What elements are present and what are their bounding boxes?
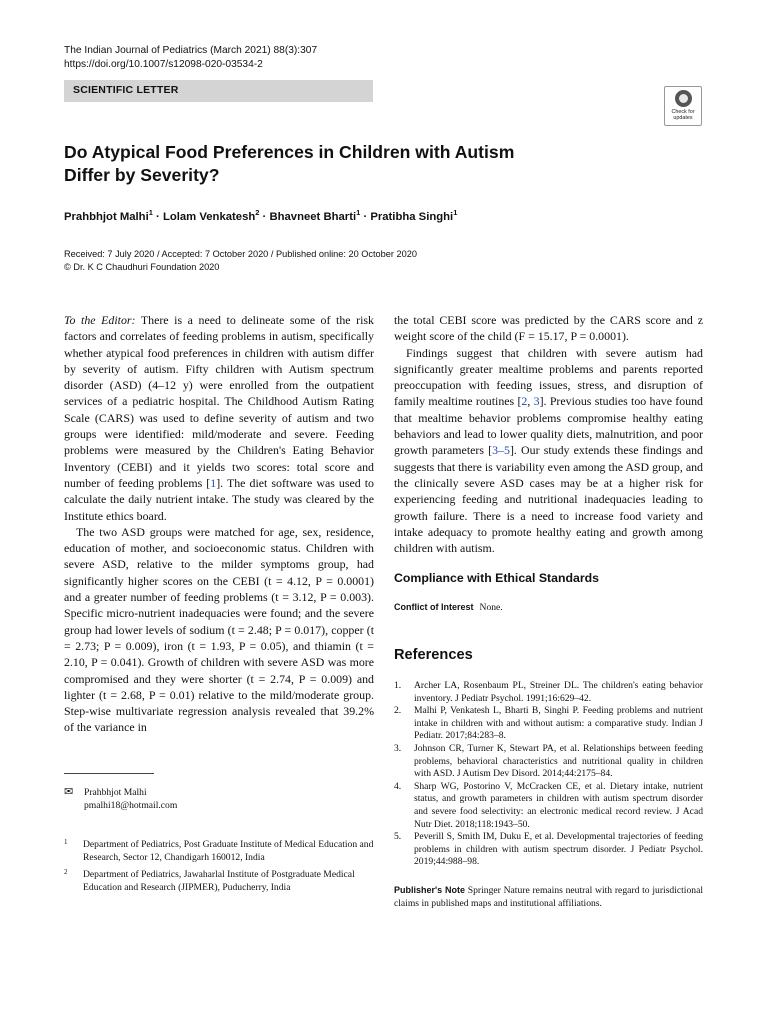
compliance-heading: Compliance with Ethical Standards bbox=[394, 571, 599, 585]
conflict-of-interest bbox=[394, 601, 503, 614]
references-heading: References bbox=[394, 647, 473, 663]
footnote-divider bbox=[64, 773, 154, 774]
author-name[interactable]: Lolam Venkatesh bbox=[162, 210, 256, 223]
author-separator: · bbox=[360, 210, 371, 223]
body-left-column bbox=[64, 312, 374, 736]
envelope-icon: ✉ bbox=[64, 786, 74, 798]
body-paragraph: To the Editor: There is a need to delineate some of the risk factors and correlates of feeding problems in autism, specifically whether atypical food preferences in children with autism differ by severity of autism. Fifty children with Autism spectrum disorder (ASD) (4–12 y) were enrolled from the outpatient services of a pediatric hospital. The Childhood Autism Rating Scale (CARS) was used to define severity of autism and two groups were identified: mild/moderate and severe. Feeding problems were measured by the Children's Eating Behavior Inventory (CEBI) and it yields two scores: total score and number of feeding problems [1]. The diet software was used to calculate the daily nutrient intake. The study was cleared by the Institute ethics board. bbox=[64, 313, 374, 523]
author-affiliation-marker: 1 bbox=[148, 208, 153, 217]
check-updates-icon bbox=[675, 90, 692, 107]
history-dates: Received: 7 July 2020 / Accepted: 7 October 2020 / Published online: 20 October 2020 bbox=[64, 249, 417, 259]
reference-item[interactable]: 2. Malhi P, Venkatesh L, Bharti B, Singhi P. Feeding problems and nutrient intake in children with and without autism: a comparative study. Indian J Pediatr. 2017;84:283–8. bbox=[394, 705, 703, 742]
body-right-column bbox=[394, 312, 703, 556]
body-paragraph: The two ASD groups were matched for age, sex, residence, education of mother, and socioeconomic status. Children with severe ASD, relative to the milder symptoms group, had significantly higher scores on the CEBI (t = 4.12, P = 0.0001) and a greater number of feeding problems (t = 3.12, P = 0.003). Specific micro-nutrient inadequacies were found; and the severe group had lower levels of sodium (t = 2.48; P = 0.017), copper (t = 2.73; P = 0.009), iron (t = 1.93, P = 0.05), and thiamin (t = 2.10, P = 0.041). Growth of children with severe ASD was more compromised and they were shorter (t = 2.74, P = 0.009) and lighter (t = 2.68, P = 0.01) relative to the mild/moderate group. Step-wise multivariate regression analysis revealed that 39.2% of the variance in bbox=[64, 524, 374, 735]
publisher-note-text: Springer Nature remains neutral with regard to jurisdictional claims in published maps and institutional affiliations. bbox=[394, 885, 703, 909]
coi-text: None. bbox=[479, 602, 503, 613]
reference-item[interactable]: 1. Archer LA, Rosenbaum PL, Streiner DL. The children's eating behavior inventory. J Pediatr Psychol. 1991;16:629–42. bbox=[394, 680, 703, 704]
reference-item[interactable]: 3. Johnson CR, Turner K, Stewart PA, et al. Relationships between feeding problems, behavioral characteristics and nutritional quality in children with ASD. J Autism Dev Disord. 2014;44:2175–84. bbox=[394, 742, 703, 780]
corresponding-author-name: Prahbhjot Malhi bbox=[84, 787, 147, 798]
body-paragraph: Findings suggest that children with severe autism had significantly greater mealtime problems and parents reported preoccupation with feeding issues, stress, and disruption of family mealtime routines [2, 3]. Previous studies too have found that mealtime behavior problems compromise healthy eating behaviors and lead to lower quality diets, malnutrition, and poor growth parameters [3–5]. Our study extends these findings and suggests that there is variability even among the ASD group, and the clinically severe ASD cases may be at a higher risk for experiencing feeding and nutritional inadequacies leading to growth failure. There is a need to increase food variety and intake adequacy to promote healthy eating and growth among children with autism. bbox=[394, 345, 703, 556]
article-type-label: SCIENTIFIC LETTER bbox=[73, 84, 179, 96]
author-affiliation-marker: 2 bbox=[255, 208, 260, 217]
affiliation-number: 1 bbox=[64, 838, 68, 846]
publisher-note-label: Publisher's Note bbox=[394, 885, 466, 895]
author-affiliation-marker: 1 bbox=[356, 208, 361, 217]
reference-list bbox=[394, 680, 703, 869]
author-name[interactable]: Pratibha Singhi bbox=[370, 210, 454, 223]
citation-link[interactable]: 1 bbox=[210, 475, 217, 490]
affiliation-text: Department of Pediatrics, Post Graduate Institute of Medical Education and Research, Sector 12, Chandigarh 160012, India bbox=[83, 839, 374, 863]
correspondence-block bbox=[64, 786, 177, 812]
publication-dates bbox=[64, 248, 417, 274]
article-type-banner bbox=[64, 80, 373, 102]
reference-item[interactable]: 5. Peverill S, Smith IM, Duku E, et al. Developmental trajectories of feeding problems in children with autism spectrum disorder. J Pediatr Psychol. 2019;44:988–98. bbox=[394, 831, 703, 868]
corresponding-author-email[interactable]: pmalhi18@hotmail.com bbox=[84, 800, 178, 811]
affiliation-text: Department of Pediatrics, Jawaharlal Institute of Postgraduate Medical Education and Research (JIPMER), Puducherry, India bbox=[83, 869, 355, 893]
affiliation-item bbox=[64, 868, 374, 894]
check-for-updates-badge[interactable] bbox=[664, 86, 702, 126]
author-separator: · bbox=[259, 210, 270, 223]
publisher-note bbox=[394, 884, 703, 910]
doi-link[interactable]: https://doi.org/10.1007/s12098-020-03534-2 bbox=[64, 59, 263, 70]
journal-header bbox=[64, 44, 317, 72]
article-title: Do Atypical Food Preferences in Children with Autism Differ by Severity? bbox=[64, 142, 515, 185]
citation-link[interactable]: 3 bbox=[533, 394, 540, 409]
citation-link[interactable]: 3–5 bbox=[492, 443, 510, 458]
coi-label: Conflict of Interest bbox=[394, 602, 474, 612]
copyright-line: © Dr. K C Chaudhuri Foundation 2020 bbox=[64, 262, 220, 272]
reference-item[interactable]: 4. Sharp WG, Postorino V, McCracken CE, et al. Dietary intake, nutrient status, and growth parameters in children with autism spectrum disorder and severe food selectivity: an electronic medical record review. J Acad Nutr Diet. 2018;118:1943–50. bbox=[394, 780, 703, 830]
body-paragraph: the total CEBI score was predicted by the CARS score and z weight score of the child (F = 15.17, P = 0.0001). bbox=[394, 313, 703, 344]
author-affiliation-marker: 1 bbox=[453, 208, 458, 217]
author-separator: · bbox=[152, 210, 163, 223]
author-list bbox=[64, 205, 457, 225]
check-updates-label: Check for updates bbox=[671, 109, 695, 121]
citation-link[interactable]: 2 bbox=[521, 394, 528, 409]
author-name[interactable]: Prahbhjot Malhi bbox=[64, 210, 149, 223]
author-name[interactable]: Bhavneet Bharti bbox=[269, 210, 357, 223]
letter-salutation: To the Editor: bbox=[64, 313, 136, 327]
affiliation-item bbox=[64, 838, 374, 864]
journal-citation: The Indian Journal of Pediatrics (March 2021) 88(3):307 bbox=[64, 45, 318, 56]
affiliation-number: 2 bbox=[64, 868, 68, 876]
